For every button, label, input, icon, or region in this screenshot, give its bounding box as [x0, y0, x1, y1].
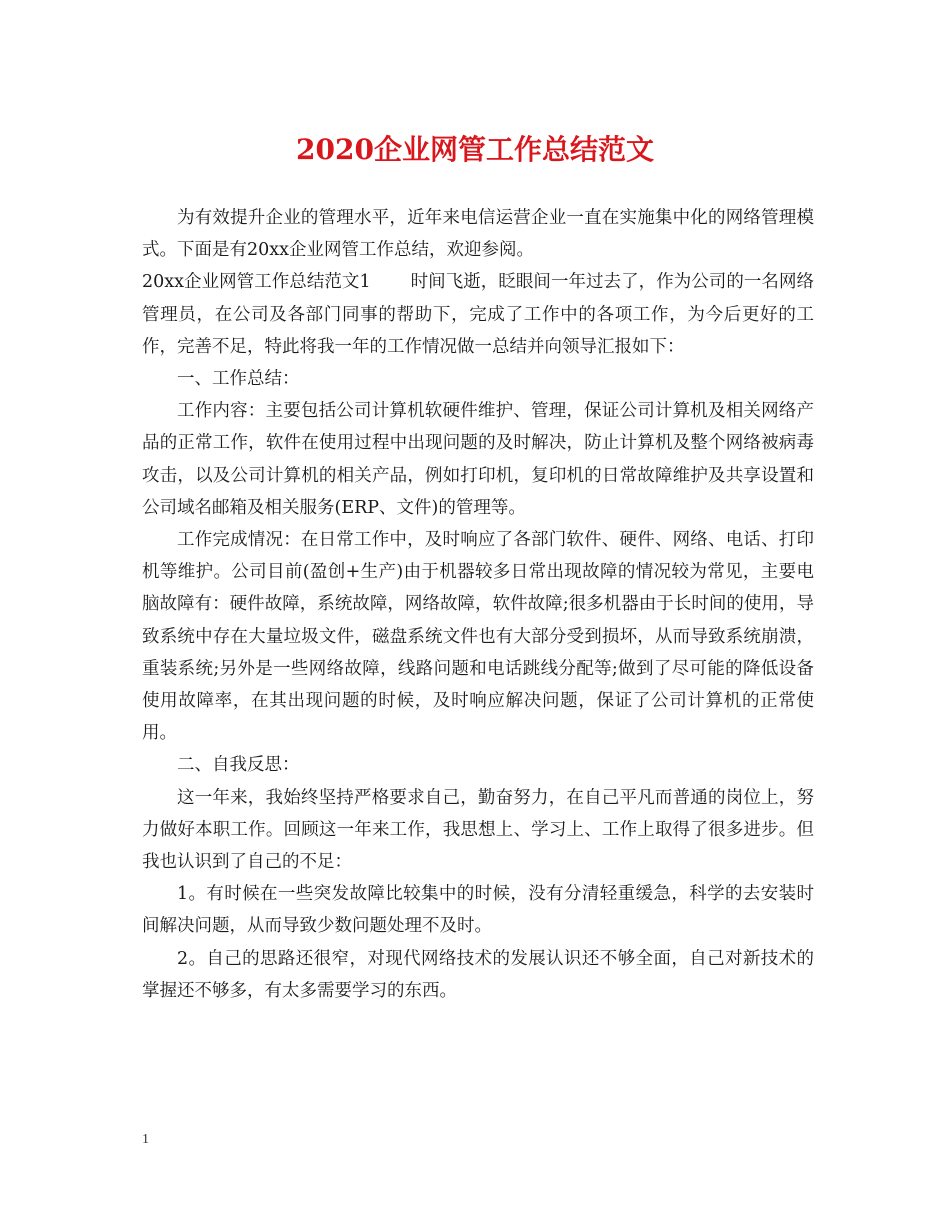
page-number: 1: [142, 1132, 149, 1147]
list-item-2: 2。自己的思路还很窄，对现代网络技术的发展认识还不够全面，自己对新技术的掌握还不够多，有太多需要学习的东西。: [142, 948, 814, 1001]
paragraph-work-completion: 工作完成情况：在日常工作中，及时响应了各部门软件、硬件、网络、电话、打印机等维护。公司目前(盈创+生产)由于机器较多日常出现故障的情况较为常见，主要电脑故障有：硬件故障，系统故障，网络故障，软件故障;很多机器由于长时间的使用，导致系统中存在大量垃圾文件，磁盘系统文件也有大部分受到损坏，从而导致系统崩溃，重装系统;另外是一些网络故障，线路问题和电话跳线分配等;做到了尽可能的降低设备使用故障率，在其出现问题的时候，及时响应解决问题，保证了公司计算机的正常使用。: [142, 530, 814, 744]
heading-self-reflection: 二、自我反思：: [177, 755, 300, 776]
list-item-1: 1。有时候在一些突发故障比较集中的时候，没有分清轻重缓急，科学的去安装时间解决问题，从而导致少数问题处理不及时。: [142, 884, 814, 937]
paragraph-reflection: 这一年来，我始终坚持严格要求自己，勤奋努力，在自己平凡而普通的岗位上，努力做好本职工作。回顾这一年来工作，我思想上、学习上、工作上取得了很多进步。但我也认识到了自己的不足：: [142, 787, 814, 873]
document-body: [142, 202, 814, 1007]
heading-work-summary: 一、工作总结：: [177, 369, 300, 390]
document-title: 2020企业网管工作总结范文: [296, 133, 654, 166]
section-intro-text: 时间飞逝，眨眼间一年过去了，作为公司的一名: [410, 272, 779, 293]
paragraph-intro: 为有效提升企业的管理水平，近年来电信运营企业一直在实施集中化的网络管理模式。下面是有20xx企业网管工作总结，欢迎参阅。: [142, 208, 814, 261]
section-intro-continued: 网络管理员，在公司及各部门同事的帮助下，完成了工作中的各项工作，为今后更好的工作，完善不足，特此将我一年的工作情况做一总结并向领导汇报如下：: [142, 272, 815, 357]
paragraph-section-1-intro: [142, 266, 814, 363]
paragraph-work-content: 工作内容：主要包括公司计算机软硬件维护、管理，保证公司计算机及相关网络产品的正常工作，软件在使用过程中出现问题的及时解决，防止计算机及整个网络被病毒攻击，以及公司计算机的相关产品，例如打印机，复印机的日常故障维护及共享设置和公司域名邮箱及相关服务(ERP、文件)的管理等。: [142, 401, 814, 518]
section-label: 20xx企业网管工作总结范文1: [142, 272, 371, 293]
